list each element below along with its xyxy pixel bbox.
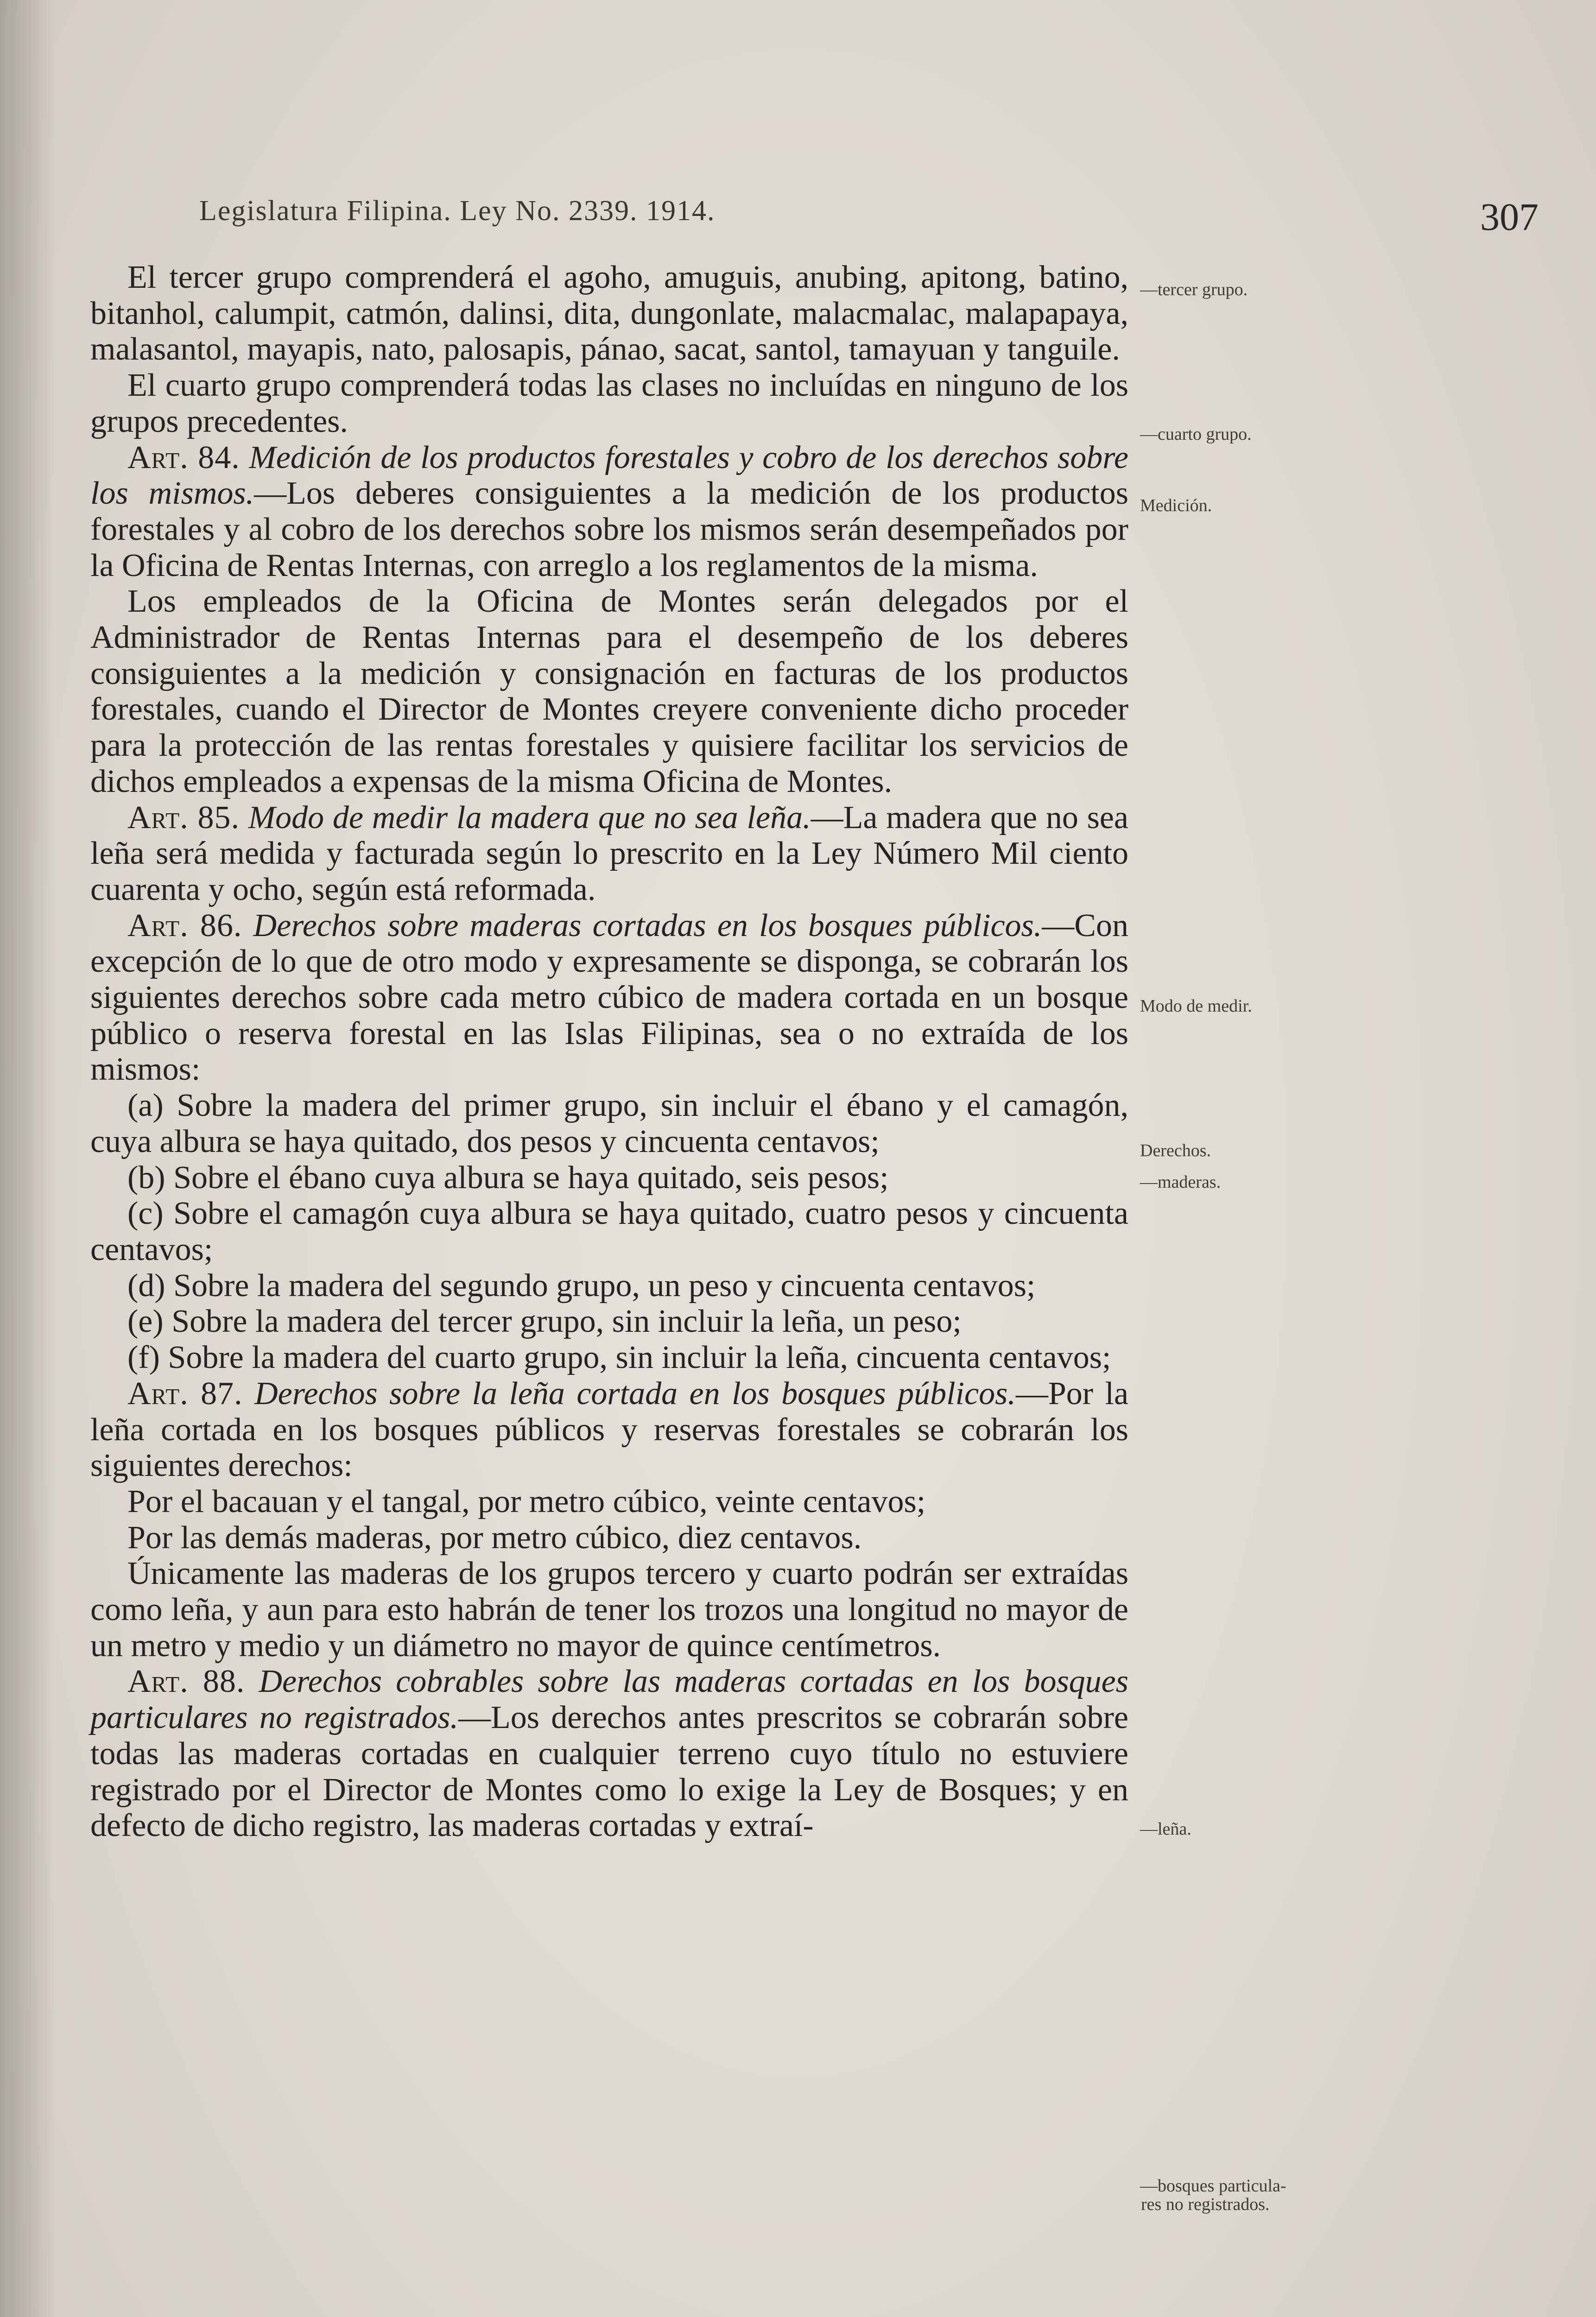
item-text: (c) Sobre el camagón cuya albura se haya quitado, cuatro pesos y cincuenta centavos; [90,1196,1128,1267]
paragraph-text: Únicamente las maderas de los grupos tercero y cuarto podrán ser extraídas como leña, y aun para esto habrán de tener los trozos una longitud no mayor de un metro y medio y un diámetro no mayor de quince centímetros. [90,1556,1128,1664]
item-text: (f) Sobre la madera del cuarto grupo, sin incluir la leña, cincuenta centavos; [127,1340,1111,1376]
list-item [90,1160,1128,1196]
article-text: —Con excepción de lo que de otro modo y expresamente se disponga, se cobrarán los siguientes derechos sobre cada metro cúbico de madera cortada en un bosque público o reserva forestal en las Islas Filipinas, sea o no extraída de los mismos: [90,907,1128,1088]
margin-note-maderas: —maderas. [1140,1172,1221,1192]
article-85 [90,800,1128,908]
item-text: (a) Sobre la madera del primer grupo, sin incluir el ébano y el camagón, cuya albura se haya quitado, dos pesos y cincuenta centavos; [90,1088,1128,1159]
page-number: 307 [1480,196,1539,239]
margin-note-modo-de-medir: Modo de medir. [1140,996,1252,1016]
paragraph-text: Por el bacauan y el tangal, por metro cúbico, veinte centavos; [127,1483,926,1519]
article-title: Derechos sobre la leña cortada en los bosques públicos. [254,1375,1016,1412]
item-text: (d) Sobre la madera del segundo grupo, un peso y cincuenta centavos; [127,1267,1036,1304]
article-label: Art. 84. [127,439,240,475]
article-text: —Los derechos antes prescritos se cobrarán sobre todas las maderas cortadas en cualquier terreno cuyo título no estuviere registrado por el Director de Montes como lo exige la Ley de Bosques; y en defecto de dicho registro, las maderas cortadas y extraí- [90,1700,1128,1844]
margin-note-lena: —leña. [1140,1819,1191,1839]
list-item [90,1268,1128,1304]
article-title: Modo de medir la madera que no sea leña. [248,799,811,836]
item-text: (b) Sobre el ébano cuya albura se haya quitado, seis pesos; [127,1159,889,1196]
article-title: Derechos cobrables sobre las maderas cortadas en los bosques particulares no registrados. [90,1664,1128,1736]
article-84 [90,440,1128,584]
running-head: Legislatura Filipina. Ley No. 2339. 1914. [199,195,716,227]
paragraph [90,1556,1128,1664]
article-label: Art. 87. [127,1375,243,1412]
margin-note-tercer-grupo: —tercer grupo. [1140,280,1248,299]
paragraph-text: Por las demás maderas, por metro cúbico, diez centavos. [127,1519,862,1556]
article-label: Art. 86. [127,907,242,943]
article-86 [90,908,1128,1088]
margin-note-medicion: Medición. [1140,496,1212,515]
paragraph [90,1484,1128,1520]
margin-note-bosques-particulares: —bosques particula- [1140,2176,1286,2196]
paragraph [90,583,1128,799]
list-item [90,1340,1128,1376]
paragraph [90,260,1128,367]
list-item [90,1304,1128,1340]
article-text: —Los deberes consiguientes a la medición de los productos forestales y al cobro de los derechos sobre los mismos serán desempeñados por la Oficina de Rentas Internas, con arreglo a los reglamentos de la misma. [90,475,1128,583]
article-87 [90,1376,1128,1484]
article-title: Medición de los productos forestales y cobro de los derechos sobre los mismos. [90,439,1128,512]
article-label: Art. 88. [127,1664,245,1700]
list-item [90,1088,1128,1159]
body-text [90,260,1128,1844]
paragraph-text: Los empleados de la Oficina de Montes serán delegados por el Administrador de Rentas Internas para el desempeño de los deberes consiguientes a la medición y consignación en facturas de los productos forestales, cuando el Director de Montes creyere conveniente dicho proceder para la protección de las rentas forestales y quisiere facilitar los servicios de dichos empleados a expensas de la misma Oficina de Montes. [90,583,1128,799]
article-label: Art. 85. [127,799,240,836]
margin-note-cuarto-grupo: —cuarto grupo. [1140,424,1252,444]
margin-note-derechos: Derechos. [1140,1141,1211,1160]
paragraph [90,367,1128,439]
item-text: (e) Sobre la madera del tercer grupo, sin incluir la leña, un peso; [127,1304,962,1340]
article-text: —Por la leña cortada en los bosques públicos y reservas forestales se cobrarán los siguientes derechos: [90,1375,1129,1484]
margin-note-no-registrados: res no registrados. [1141,2195,1270,2214]
article-88 [90,1664,1128,1844]
list-item [90,1196,1128,1267]
binding-shadow [0,0,56,2317]
paragraph-text: El cuarto grupo comprenderá todas las clases no incluídas en ninguno de los grupos precedentes. [90,367,1128,439]
paragraph-text: El tercer grupo comprenderá el agoho, amuguis, anubing, apitong, batino, bitanhol, calumpit, catmón, dalinsi, dita, dungonlate, malacmalac, malapapaya, malasantol, mayapis, nato, palosapis, pánao, sacat, santol, tamayuan y tanguile. [90,260,1128,367]
page-header [199,195,1543,250]
paragraph [90,1520,1128,1556]
article-title: Derechos sobre maderas cortadas en los bosques públicos. [253,907,1042,943]
article-text: —La madera que no sea leña será medida y facturada según lo prescrito en la Ley Número Mil ciento cuarenta y ocho, según está reformada. [90,799,1128,907]
